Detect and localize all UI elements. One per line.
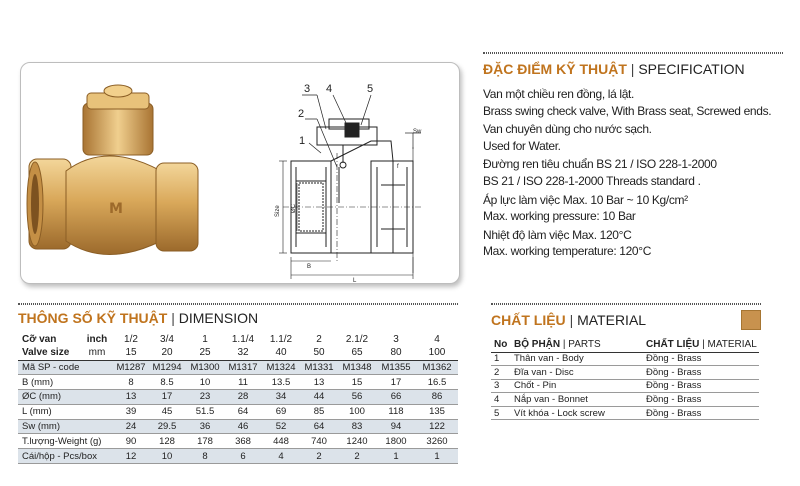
value-cell: 12 — [114, 449, 148, 464]
section-divider — [18, 303, 458, 305]
value-cell: 15 — [338, 375, 376, 390]
dimension-row — [18, 419, 458, 434]
dimension-table — [18, 332, 458, 464]
value-cell: 51.5 — [186, 404, 224, 419]
value-cell: 34 — [262, 390, 300, 405]
value-cell: 1 — [416, 449, 458, 464]
material-cell-part: Chốt - Pin — [511, 379, 643, 393]
material-cell-no: 3 — [491, 379, 511, 393]
value-cell: 11 — [224, 375, 262, 390]
row-label: Cỡ van — [18, 332, 80, 346]
material-cell-part: Đĩa van - Disc — [511, 366, 643, 380]
value-cell: 135 — [416, 404, 458, 419]
material-cell-part: Vít khóa - Lock screw — [511, 406, 643, 420]
dimension-title-en: DIMENSION — [178, 310, 259, 326]
value-cell: 52 — [262, 419, 300, 434]
value-cell: 44 — [300, 390, 338, 405]
spec-title-vn: ĐẶC ĐIỂM KỸ THUẬT — [483, 61, 627, 77]
col-material: CHẤT LIỆU | MATERIAL — [643, 338, 759, 352]
material-cell-no: 5 — [491, 406, 511, 420]
size-cell: 80 — [376, 346, 416, 360]
spec-line: Max. working pressure: 10 Bar — [483, 209, 636, 224]
row-label: Mã SP - code — [18, 360, 114, 375]
size-cell: 1 — [186, 332, 224, 346]
value-cell: 8.5 — [148, 375, 186, 390]
value-cell: 6 — [224, 449, 262, 464]
material-title: CHẤT LIỆU | MATERIAL — [491, 312, 647, 328]
size-cell: 1.1/2 — [262, 332, 300, 346]
value-cell: 46 — [224, 419, 262, 434]
value-cell: 56 — [338, 390, 376, 405]
technical-drawing — [279, 95, 421, 279]
value-cell: M1317 — [224, 360, 262, 375]
size-cell: 1/2 — [114, 332, 148, 346]
size-cell: 40 — [262, 346, 300, 360]
value-cell: M1331 — [300, 360, 338, 375]
label-oc: ØC — [291, 204, 297, 213]
spec-line: Đường ren tiêu chuẩn BS 21 / ISO 228-1-2000 — [483, 157, 717, 172]
unit-label: mm — [80, 346, 114, 360]
size-cell: 2 — [300, 332, 338, 346]
dimension-title-vn: THÔNG SỐ KỸ THUẬT — [18, 310, 168, 326]
label-sw: Sw — [413, 129, 422, 135]
material-title-en: MATERIAL — [577, 312, 647, 328]
value-cell: 66 — [376, 390, 416, 405]
dimension-section — [18, 303, 458, 464]
value-cell: 39 — [114, 404, 148, 419]
value-cell: 128 — [148, 434, 186, 449]
value-cell: M1287 — [114, 360, 148, 375]
spec-line: BS 21 / ISO 228-1-2000 Threads standard . — [483, 173, 701, 188]
value-cell: 1240 — [338, 434, 376, 449]
size-cell: 15 — [114, 346, 148, 360]
valve-illustration — [21, 63, 460, 284]
value-cell: 17 — [148, 390, 186, 405]
specification-title: ĐẶC ĐIỂM KỸ THUẬT | SPECIFICATION — [483, 61, 745, 77]
material-row — [491, 366, 759, 380]
callout-1: 1 — [299, 135, 306, 147]
spec-line: Brass swing check valve, With Brass seat, Screwed ends. — [483, 103, 772, 118]
material-row — [491, 393, 759, 407]
row-label: T.lượng-Weight (g) — [18, 434, 114, 449]
value-cell: M1348 — [338, 360, 376, 375]
dimension-title: THÔNG SỐ KỸ THUẬT | DIMENSION — [18, 310, 259, 326]
dimension-row — [18, 390, 458, 405]
size-cell: 2.1/2 — [338, 332, 376, 346]
value-cell: 28 — [224, 390, 262, 405]
spec-line: Van một chiều ren đồng, lá lật. — [483, 87, 635, 101]
value-cell: M1324 — [262, 360, 300, 375]
label-l: L — [353, 278, 357, 284]
value-cell: 368 — [224, 434, 262, 449]
label-size: Size — [275, 205, 281, 217]
value-cell: M1300 — [186, 360, 224, 375]
dimension-row — [18, 404, 458, 419]
value-cell: 4 — [262, 449, 300, 464]
value-cell: 10 — [148, 449, 186, 464]
value-cell: 69 — [262, 404, 300, 419]
callout-5: 5 — [367, 83, 374, 95]
material-cell-part: Thân van - Body — [511, 352, 643, 366]
row-label: Cái/hộp - Pcs/box — [18, 449, 114, 464]
value-cell: 16.5 — [416, 375, 458, 390]
dimension-header-row — [18, 346, 458, 360]
material-row — [491, 352, 759, 366]
material-row — [491, 379, 759, 393]
specification-lines — [483, 86, 783, 260]
size-cell: 1.1/4 — [224, 332, 262, 346]
spec-line: Van chuyên dùng cho nước sạch. — [483, 122, 652, 137]
unit-label: inch — [80, 332, 114, 346]
section-divider — [483, 52, 783, 54]
material-cell-material: Đồng - Brass — [643, 352, 759, 366]
value-cell: 86 — [416, 390, 458, 405]
material-cell-part: Nắp van - Bonnet — [511, 393, 643, 407]
col-no: No — [491, 338, 511, 352]
value-cell: 740 — [300, 434, 338, 449]
value-cell: 122 — [416, 419, 458, 434]
value-cell: 13 — [114, 390, 148, 405]
value-cell: 29.5 — [148, 419, 186, 434]
value-cell: M1294 — [148, 360, 186, 375]
size-cell: 100 — [416, 346, 458, 360]
material-table — [491, 338, 759, 420]
dimension-row — [18, 375, 458, 390]
value-cell: 24 — [114, 419, 148, 434]
value-cell: 64 — [224, 404, 262, 419]
value-cell: 13 — [300, 375, 338, 390]
size-cell: 3/4 — [148, 332, 186, 346]
value-cell: 1 — [376, 449, 416, 464]
value-cell: 8 — [186, 449, 224, 464]
row-label: Sw (mm) — [18, 419, 114, 434]
size-cell: 65 — [338, 346, 376, 360]
material-cell-no: 4 — [491, 393, 511, 407]
dimension-row — [18, 434, 458, 449]
value-cell: 1800 — [376, 434, 416, 449]
value-cell: 8 — [114, 375, 148, 390]
value-cell: 36 — [186, 419, 224, 434]
spec-line: Áp lực làm việc Max. 10 Bar ~ 10 Kg/cm² — [483, 192, 688, 207]
spec-line: Nhiệt độ làm việc Max. 120°C — [483, 227, 632, 242]
size-cell: 32 — [224, 346, 262, 360]
row-label: Valve size — [18, 346, 80, 360]
material-header-row — [491, 338, 759, 352]
brass-valve-photo — [27, 85, 198, 255]
value-cell: 2 — [300, 449, 338, 464]
product-image-panel — [20, 62, 460, 284]
value-cell: 178 — [186, 434, 224, 449]
material-cell-no: 1 — [491, 352, 511, 366]
col-parts: BỘ PHẬN | PARTS — [511, 338, 643, 352]
value-cell: 17 — [376, 375, 416, 390]
value-cell: 64 — [300, 419, 338, 434]
spec-line: Used for Water. — [483, 138, 561, 153]
value-cell: 90 — [114, 434, 148, 449]
size-cell: 20 — [148, 346, 186, 360]
value-cell: 10 — [186, 375, 224, 390]
value-cell: 118 — [376, 404, 416, 419]
size-cell: 50 — [300, 346, 338, 360]
spec-line: Max. working temperature: 120°C — [483, 244, 652, 259]
size-cell: 4 — [416, 332, 458, 346]
material-section — [491, 303, 761, 420]
spec-title-en: SPECIFICATION — [638, 61, 745, 77]
material-cell-material: Đồng - Brass — [643, 406, 759, 420]
material-cell-material: Đồng - Brass — [643, 393, 759, 407]
value-cell: 45 — [148, 404, 186, 419]
dimension-row — [18, 449, 458, 464]
svg-text:M: M — [109, 201, 123, 217]
size-cell: 25 — [186, 346, 224, 360]
row-label: L (mm) — [18, 404, 114, 419]
size-cell: 3 — [376, 332, 416, 346]
material-title-vn: CHẤT LIỆU — [491, 312, 566, 328]
label-f: f — [397, 164, 399, 170]
material-cell-material: Đồng - Brass — [643, 366, 759, 380]
value-cell: 85 — [300, 404, 338, 419]
material-row — [491, 406, 759, 420]
value-cell: 83 — [338, 419, 376, 434]
value-cell: M1355 — [376, 360, 416, 375]
callout-3: 3 — [304, 83, 311, 95]
section-divider — [491, 303, 761, 305]
row-label: ØC (mm) — [18, 390, 114, 405]
callout-2: 2 — [298, 108, 305, 120]
callout-4: 4 — [326, 83, 333, 95]
value-cell: M1362 — [416, 360, 458, 375]
value-cell: 13.5 — [262, 375, 300, 390]
brass-color-swatch — [741, 310, 761, 330]
material-cell-no: 2 — [491, 366, 511, 380]
label-b: B — [307, 264, 312, 270]
dimension-header-row — [18, 332, 458, 346]
material-cell-material: Đồng - Brass — [643, 379, 759, 393]
value-cell: 2 — [338, 449, 376, 464]
dimension-row — [18, 360, 458, 375]
specification-section — [483, 52, 783, 260]
value-cell: 3260 — [416, 434, 458, 449]
value-cell: 100 — [338, 404, 376, 419]
value-cell: 23 — [186, 390, 224, 405]
value-cell: 448 — [262, 434, 300, 449]
row-label: B (mm) — [18, 375, 114, 390]
value-cell: 94 — [376, 419, 416, 434]
